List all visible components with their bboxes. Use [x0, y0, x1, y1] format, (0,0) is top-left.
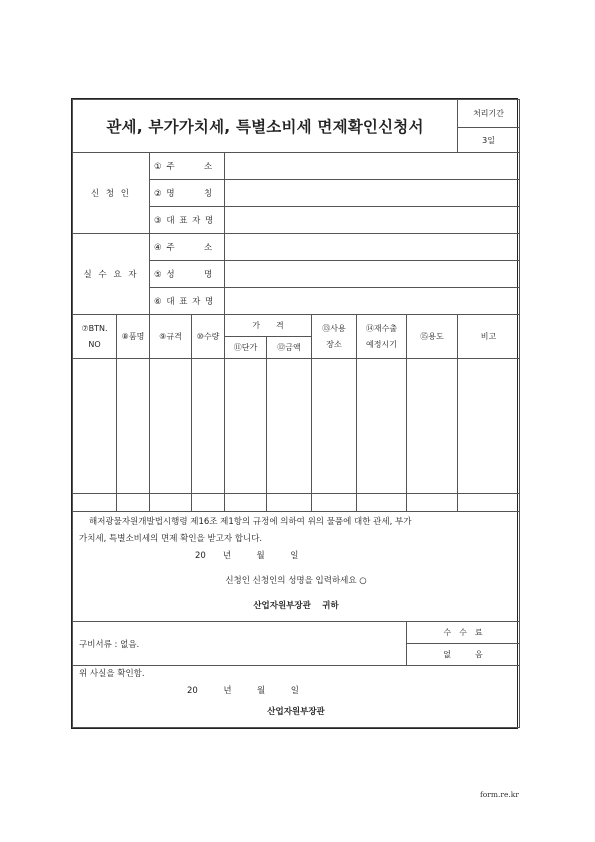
fee-value: 없 음 [407, 644, 520, 666]
applicant-rep-field[interactable] [225, 207, 520, 234]
confirmation-date: 20 년 월 일 [187, 686, 299, 696]
processing-period-label: 처리기간 [458, 100, 520, 128]
item-cell[interactable] [357, 359, 407, 494]
item-row [73, 359, 520, 494]
item-cell[interactable] [267, 494, 312, 512]
price-header: 가 격 [225, 315, 312, 337]
place-line2: 장소 [326, 339, 342, 349]
reexport-line1: ⑭재수출 [365, 323, 398, 333]
consumer-address-label: ④ 주 소 [150, 234, 225, 261]
confirmation-authority: 산업자원부장관 [267, 707, 325, 717]
use-header: ⑮용도 [407, 315, 458, 359]
item-cell[interactable] [73, 494, 117, 512]
btn-no-line1: ⑦BTN. [81, 323, 108, 333]
item-cell[interactable] [225, 494, 267, 512]
item-cell[interactable] [407, 494, 458, 512]
qty-header: ⑩수량 [192, 315, 225, 359]
applicant-rep-label: ③ 대 표 자 명 [150, 207, 225, 234]
item-cell[interactable] [225, 359, 267, 494]
reexport-line2: 예정시기 [366, 339, 397, 349]
item-cell[interactable] [117, 359, 150, 494]
item-cell[interactable] [73, 359, 117, 494]
item-cell[interactable] [312, 359, 357, 494]
declaration-date: 20 년 월 일 [195, 551, 299, 561]
applicant-address-field[interactable] [225, 153, 520, 180]
item-cell[interactable] [150, 359, 192, 494]
consumer-rep-field[interactable] [225, 288, 520, 315]
item-cell[interactable] [312, 494, 357, 512]
confirmation-block [73, 666, 520, 728]
item-cell[interactable] [458, 494, 520, 512]
item-cell[interactable] [192, 494, 225, 512]
attachments: 구비서류 : 없음. [73, 622, 407, 666]
item-cell[interactable] [150, 494, 192, 512]
btn-no-header [73, 315, 117, 359]
form-title: 관세, 부가가치세, 특별소비세 면제확인신청서 [73, 100, 458, 153]
item-cell[interactable] [117, 494, 150, 512]
unit-price-header: ⑪단가 [225, 337, 267, 359]
item-cell[interactable] [458, 359, 520, 494]
addressee: 산업자원부장관 귀하 [253, 601, 339, 611]
note-header: 비고 [458, 315, 520, 359]
consumer-section-label: 실 수 요 자 [73, 234, 150, 315]
declaration-block [73, 512, 520, 622]
spec-header: ⑨규격 [150, 315, 192, 359]
applicant-address-label: ① 주 소 [150, 153, 225, 180]
signature-line[interactable]: 신청인 신청인의 성명을 입력하세요 ○ [225, 576, 367, 586]
item-cell[interactable] [357, 494, 407, 512]
applicant-name-label: ② 명 칭 [150, 180, 225, 207]
consumer-name-label: ⑤ 성 명 [150, 261, 225, 288]
applicant-name-field[interactable] [225, 180, 520, 207]
item-row [73, 494, 520, 512]
fee-label: 수 수 료 [407, 622, 520, 644]
processing-period-value: 3일 [458, 128, 520, 153]
consumer-address-field[interactable] [225, 234, 520, 261]
applicant-section-label: 신 청 인 [73, 153, 150, 234]
product-header: ⑧품명 [117, 315, 150, 359]
item-cell[interactable] [407, 359, 458, 494]
confirmation-text: 위 사실을 확인함. [79, 669, 145, 679]
declaration-line1: 해저광물자원개발법시행령 제16조 제1항의 규정에 의하여 위의 물품에 대한 관세, 부가 [89, 517, 412, 527]
place-line1: ⑬사용 [322, 323, 346, 333]
place-header [312, 315, 357, 359]
source-watermark: form.re.kr [480, 790, 519, 799]
item-cell[interactable] [192, 359, 225, 494]
amount-header: ⑫금액 [267, 337, 312, 359]
consumer-name-field[interactable] [225, 261, 520, 288]
reexport-header [357, 315, 407, 359]
btn-no-line2: NO [88, 339, 101, 349]
item-cell[interactable] [267, 359, 312, 494]
exemption-application-form [71, 98, 518, 729]
declaration-line2: 가치세, 특별소비세의 면제 확인을 받고자 합니다. [79, 534, 263, 544]
consumer-rep-label: ⑥ 대 표 자 명 [150, 288, 225, 315]
